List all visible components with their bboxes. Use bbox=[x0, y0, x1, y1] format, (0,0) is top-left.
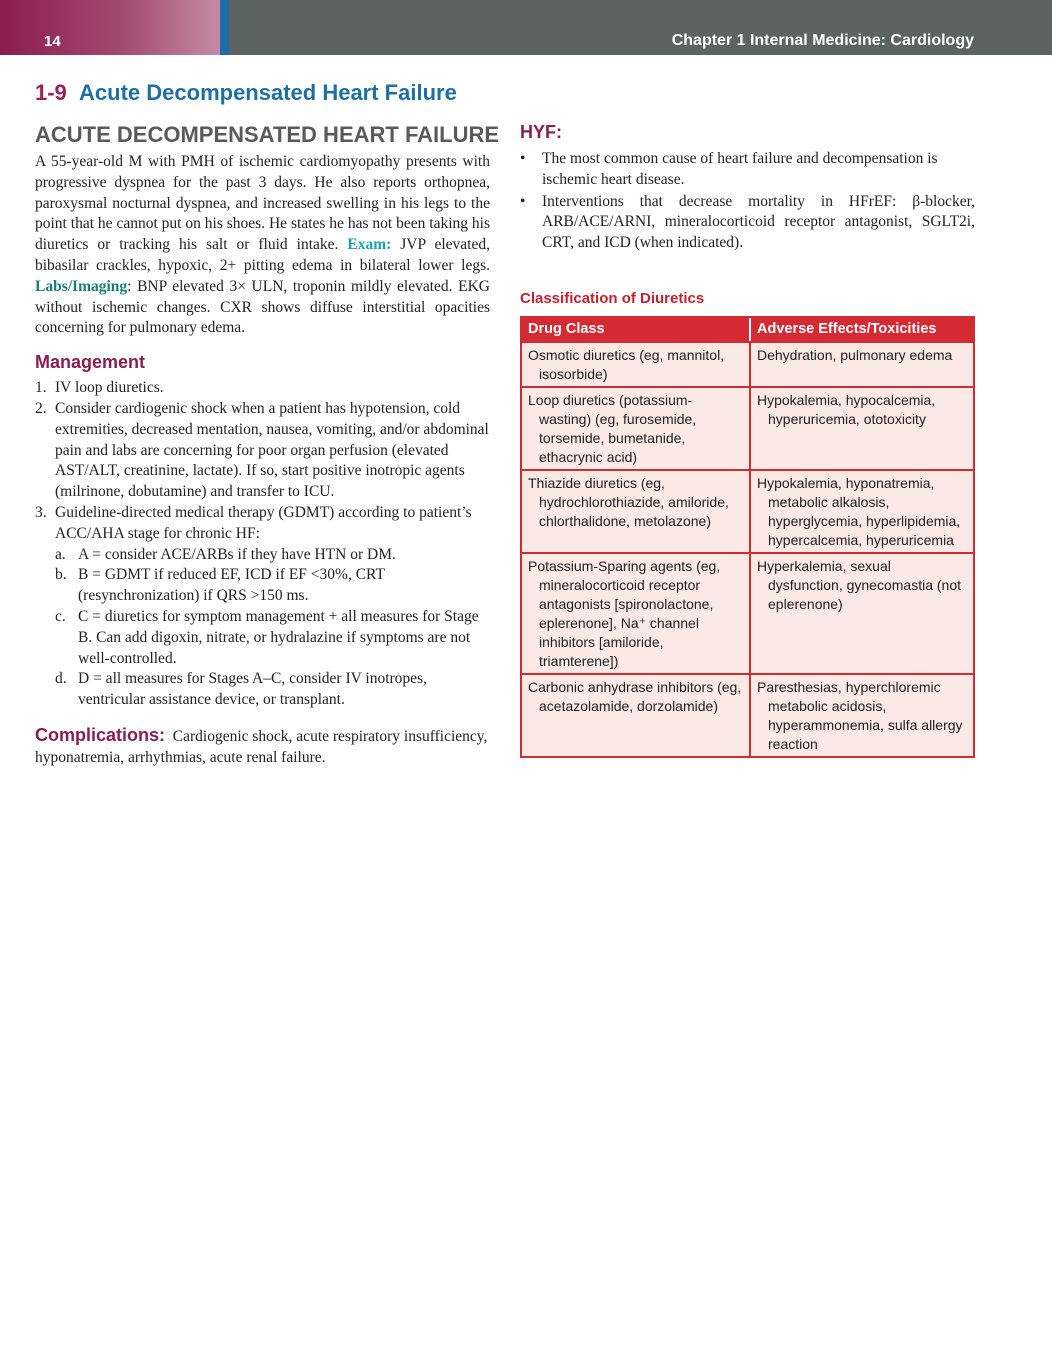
item-text: Guideline-directed medical therapy (GDMT) according to patient’s ACC/AHA stage for chronic HF: bbox=[55, 503, 472, 542]
stage-letter: a. bbox=[55, 545, 66, 563]
labs-text: : BNP elevated 3× ULN, troponin mildly elevated. EKG without ischemic changes. CXR shows diffuse interstitial opacities concerning for pulmonary edema. bbox=[35, 277, 490, 337]
section-title-text: Acute Decompensated Heart Failure bbox=[79, 80, 457, 105]
column-header-adverse-effects: Adverse Effects/Toxicities bbox=[749, 318, 973, 341]
exam-text: JVP elevated, bibasilar crackles, hypoxic, 2+ pitting edema in bilateral lower legs. bbox=[35, 236, 490, 274]
stage-text: C = diuretics for symptom management + all measures for Stage B. Can add digoxin, nitrate, or hydralazine if symptoms are not well-controlled. bbox=[78, 607, 479, 667]
section-title bbox=[35, 80, 457, 106]
adverse-effects-text: Hypokalemia, hypocalcemia, hyperuricemia, ototoxicity bbox=[757, 391, 936, 427]
drug-class-text: Loop diuretics (potassium-wasting) (eg, furosemide, torsemide, bumetanide, ethacrynic acid) bbox=[528, 391, 697, 465]
adverse-effects-text: Hyperkalemia, sexual dysfunction, gynecomastia (not eplerenone) bbox=[757, 557, 961, 612]
chapter-title: Chapter 1 Internal Medicine: Cardiology bbox=[671, 32, 974, 49]
stage-text: D = all measures for Stages A–C, consider IV inotropes, ventricular assistance device, or transplant. bbox=[78, 670, 427, 709]
hyf-text: Interventions that decrease mortality in HFrEF: β-blocker, ARB/ACE/ARNI, mineralocorticoid receptor antagonist, SGLT2i, CRT, and ICD (when indicated). bbox=[542, 192, 975, 252]
header-accent-stripe bbox=[220, 0, 229, 55]
management-item bbox=[35, 503, 490, 711]
management-list bbox=[35, 378, 490, 711]
management-item bbox=[35, 378, 490, 399]
stage-item bbox=[55, 565, 490, 607]
stage-item bbox=[55, 545, 490, 566]
bullet-icon: • bbox=[520, 192, 526, 210]
header-accent-gradient bbox=[0, 0, 220, 55]
stage-letter: c. bbox=[55, 607, 66, 625]
item-number: 1. bbox=[35, 379, 47, 397]
adverse-effects-cell bbox=[749, 469, 973, 552]
item-text: IV loop diuretics. bbox=[55, 379, 164, 397]
exam-label: Exam: bbox=[347, 236, 392, 254]
table-title: Classification of Diuretics bbox=[520, 289, 705, 307]
drug-class-cell bbox=[522, 469, 749, 552]
table-row bbox=[522, 552, 973, 673]
case-intro: A 55-year-old M with PMH of ischemic cardiomyopathy presents with progressive dyspnea for the past 3 days. He also reports orthopnea, paroxysmal nocturnal dyspnea, and increased swelling in his legs to the point that he cannot put on his shoes. He states he has not been taking his diuretics or tracking his salt or fluid intake. bbox=[35, 153, 490, 254]
hyf-heading: HYF: bbox=[520, 122, 562, 142]
table-row bbox=[522, 341, 973, 386]
section-number: 1-9 bbox=[35, 80, 67, 105]
hyf-item bbox=[520, 149, 975, 191]
left-column bbox=[35, 122, 500, 784]
adverse-effects-cell bbox=[749, 341, 973, 386]
stage-text: B = GDMT if reduced EF, ICD if EF <30%, CRT (resynchronization) if QRS >150 ms. bbox=[78, 566, 385, 605]
stage-letter: b. bbox=[55, 566, 67, 584]
hyf-item bbox=[520, 192, 975, 254]
drug-class-cell bbox=[522, 552, 749, 673]
drug-class-text: Osmotic diuretics (eg, mannitol, isosorbide) bbox=[528, 346, 725, 382]
complications-text: Cardiogenic shock, acute respiratory insufficiency, hyponatremia, arrhythmias, acute renal failure. bbox=[35, 727, 488, 766]
drug-class-text: Carbonic anhydrase inhibitors (eg, acetazolamide, dorzolamide) bbox=[528, 678, 742, 714]
table-row bbox=[522, 386, 973, 469]
management-heading: Management bbox=[35, 352, 146, 373]
case-vignette bbox=[35, 152, 490, 339]
adverse-effects-cell bbox=[749, 673, 973, 756]
adverse-effects-cell bbox=[749, 552, 973, 673]
drug-class-cell bbox=[522, 341, 749, 386]
adverse-effects-text: Hypokalemia, hyponatremia, metabolic alkalosis, hyperglycemia, hyperlipidemia, hypercalcemia, hyperuricemia bbox=[757, 474, 961, 548]
labs-label: Labs/Imaging bbox=[35, 277, 128, 295]
adverse-effects-cell bbox=[749, 386, 973, 469]
adverse-effects-text: Paresthesias, hyperchloremic metabolic acidosis, hyperammonemia, sulfa allergy reaction bbox=[757, 678, 963, 752]
complications-heading: Complications: bbox=[35, 724, 166, 745]
stage-list bbox=[55, 545, 490, 711]
drug-class-text: Thiazide diuretics (eg, hydrochlorothiazide, amiloride, chlorthalidone, metolazone) bbox=[528, 474, 729, 529]
table-row bbox=[522, 673, 973, 756]
table-row bbox=[522, 469, 973, 552]
hyf-list bbox=[520, 149, 975, 254]
hyf-text: The most common cause of heart failure and decompensation is ischemic heart disease. bbox=[542, 150, 938, 188]
stage-item bbox=[55, 607, 490, 669]
item-number: 3. bbox=[35, 503, 47, 521]
stage-letter: d. bbox=[55, 670, 67, 688]
page-header bbox=[0, 0, 1052, 55]
adverse-effects-text: Dehydration, pulmonary edema bbox=[757, 346, 953, 363]
drug-class-cell bbox=[522, 386, 749, 469]
table-header-row bbox=[522, 318, 973, 341]
stage-text: A = consider ACE/ARBs if they have HTN or DM. bbox=[78, 545, 396, 563]
main-heading: ACUTE DECOMPENSATED HEART FAILURE bbox=[35, 122, 500, 147]
item-text: Consider cardiogenic shock when a patient has hypotension, cold extremities, decreased mentation, nausea, vomiting, and/or abdominal pain and labs are concerning for poor organ perfusion (elevated AST/ALT, creatinine, lactate). If so, start positive inotropic agents (milrinone, dobutamine) and transfer to ICU. bbox=[55, 399, 489, 501]
drug-class-cell bbox=[522, 673, 749, 756]
diuretics-table bbox=[520, 316, 975, 758]
page-number: 14 bbox=[44, 33, 61, 50]
column-header-drug-class: Drug Class bbox=[522, 318, 749, 341]
right-column bbox=[520, 122, 975, 758]
item-number: 2. bbox=[35, 399, 47, 417]
management-item bbox=[35, 399, 490, 503]
stage-item bbox=[55, 669, 490, 711]
drug-class-text: Potassium-Sparing agents (eg, mineralocorticoid receptor antagonists [spironolactone, eplerenone], Na⁺ channel inhibitors [amiloride, triamterene]) bbox=[528, 557, 721, 669]
bullet-icon: • bbox=[520, 150, 526, 167]
complications bbox=[35, 725, 490, 769]
